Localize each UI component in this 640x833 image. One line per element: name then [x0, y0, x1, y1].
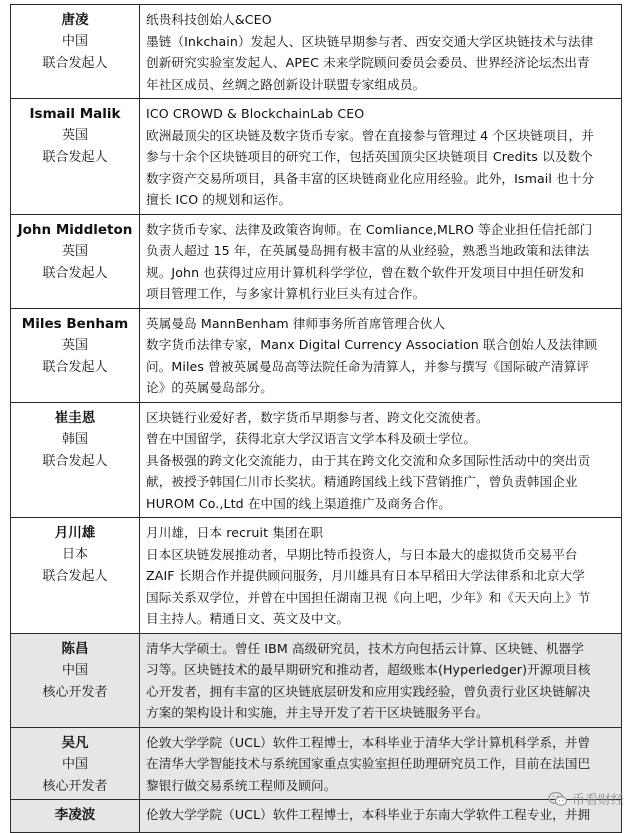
member-bio-cell [140, 5, 622, 99]
bio-line: ZAIF 长期合作并提供顾问服务，月川雄具有日本早稻田大学法律系和北京大学 [146, 568, 585, 583]
member-role: 核心开发者 [42, 684, 108, 700]
bio-line: 数字货币专家、法律及政策咨询师。在 Comliance,MLRO 等企业担任信托部门 [146, 221, 593, 237]
bio-line: 负责人超过 15 年，在英属曼岛拥有极丰富的从业经验，熟悉当地政策和法律法 [146, 243, 590, 258]
member-row [11, 5, 622, 99]
member-country: 英国 [61, 337, 88, 353]
member-name: 李凌波 [54, 807, 96, 823]
member-country: 中国 [61, 756, 88, 772]
team-table [10, 4, 622, 833]
bio-line: 在清华大学智能技术与系统国家重点实验室担任助理研究员工作，目前在法国巴 [146, 756, 591, 771]
bio-line: 献，被授予韩国仁川市长奖状。精通跨国线上线下营销推广，曾负责韩国企业 [146, 474, 578, 489]
bio-line: 伦敦大学学院（UCL）软件工程博士，本科毕业于清华大学计算机科学系，并曾 [146, 734, 591, 750]
member-bio-cell [140, 633, 622, 727]
bio-line: 方案的架构设计和实施，并主导开发了若干区块链服务平台。 [146, 705, 489, 720]
bio-line: 曾在中国留学，获得北京大学汉语言文学本科及硕士学位。 [146, 431, 477, 446]
bio-line: 规。John 也获得过应用计算机科学学位，曾在数个软件开发项目中担任研发和 [146, 264, 585, 280]
member-role: 联合发起人 [42, 56, 108, 71]
member-row [11, 308, 622, 402]
bio-line: 问。Miles 曾被英属曼岛高等法院任命为清算人，并参与撰写《国际破产清算评 [146, 358, 589, 374]
bio-line: 心开发者，拥有丰富的区块链底层研发和应用实践经验，曾负责行业区块链解决 [146, 683, 591, 699]
member-role: 联合发起人 [42, 150, 108, 165]
member-info-cell [11, 308, 140, 402]
bio-line: 欧洲最顶尖的区块链及数字货币专家。曾在直接参与管理过 4 个区块链项目，并 [146, 127, 594, 143]
bio-line: 伦敦大学学院（UCL）软件工程博士，本科毕业于东南大学软件工程专业，并拥 [146, 807, 591, 822]
member-name: 唐凌 [61, 12, 89, 28]
bio-line: 项目管理工作，与多家计算机行业巨头有过合作。 [146, 286, 426, 301]
team-table-body [11, 5, 622, 833]
member-info-cell [11, 518, 140, 634]
bio-line: 墨链（Inkchain）发起人、区块链早期参与者、西安交通大学区块链技术与法律 [146, 33, 594, 49]
member-country: 韩国 [61, 431, 88, 447]
member-name: Miles Benham [21, 315, 129, 332]
bio-line: HUROM Co.,Ltd 在中国的线上渠道推广及商务合作。 [146, 495, 451, 511]
member-bio-cell [140, 308, 622, 402]
member-info-cell [11, 99, 140, 215]
bio-line: 数字资产交易所项目，具备丰富的区块链商业化应用经验。此外，Ismail 也十分 [146, 170, 595, 186]
watermark [548, 789, 624, 808]
member-row [11, 518, 622, 634]
bio-line: 习等。区块链技术的最早期研究和推动者，超级账本(Hyperledger)开源项目核 [146, 662, 591, 677]
bio-line: 论》的英属曼岛部分。 [146, 380, 273, 395]
member-row [11, 727, 622, 800]
team-table-page [10, 4, 622, 833]
member-info-cell [11, 214, 140, 308]
wechat-logo-icon [548, 791, 568, 807]
member-role: 联合发起人 [42, 569, 108, 584]
member-row [11, 99, 622, 215]
member-info-cell [11, 402, 140, 518]
member-row [11, 633, 622, 727]
member-country: 英国 [61, 128, 88, 143]
bio-line: 清华大学硕士。曾任 IBM 高级研究员，技术方向包括云计算、区块链、机器学 [146, 640, 584, 656]
bio-line: 年社区成员、丝绸之路创新设计联盟专家组成员。 [146, 76, 426, 92]
bio-line: 创新研究实验室发起人、APEC 未来学院顾问委员会委员、世界经济论坛杰出青 [146, 55, 590, 70]
member-row [11, 800, 622, 833]
member-name: Ismail Malik [29, 106, 121, 122]
member-name: 陈昌 [61, 640, 89, 657]
bio-line: 黎银行做交易系统工程师及顾问。 [146, 777, 337, 793]
bio-line: 英属曼岛 MannBenham 律师事务所首席管理合伙人 [146, 315, 446, 331]
bio-line: 目主持人。精通日文、英文及中文。 [146, 611, 350, 626]
member-info-cell [11, 5, 140, 99]
bio-line: 日本区块链发展推动者，早期比特币投资人，与日本最大的虚拟货币交易平台 [146, 546, 578, 562]
member-name: John Middleton [17, 221, 133, 238]
member-bio-cell [140, 214, 622, 308]
member-info-cell [11, 800, 140, 833]
member-bio-cell [140, 402, 622, 518]
member-row [11, 214, 622, 308]
bio-line: 数字货币法律专家，Manx Digital Currency Association 联合创始人及法律顾 [146, 337, 598, 352]
member-role: 联合发起人 [42, 265, 108, 281]
member-row [11, 402, 622, 518]
member-bio-cell [140, 99, 622, 215]
watermark-text: 币看财经 [571, 793, 624, 808]
bio-line: 纸贵科技创始人&CEO [146, 12, 272, 27]
member-role: 核心开发者 [42, 778, 108, 794]
member-name: 月川雄 [54, 525, 96, 541]
bio-line: 具备极强的跨文化交流能力，由于其在跨文化交流和众多国际性活动中的突出贡 [146, 452, 591, 468]
member-role: 联合发起人 [42, 359, 108, 375]
member-name: 吴凡 [61, 734, 89, 751]
bio-line: 国际关系双学位，并曾在中国担任湖南卫视《向上吧，少年》和《天天向上》节 [146, 589, 591, 605]
bio-line: 擅长 ICO 的规划和运作。 [146, 192, 292, 207]
member-role: 联合发起人 [42, 453, 108, 469]
bio-line: ICO CROWD & BlockchainLab CEO [146, 106, 365, 121]
bio-line: 区块链行业爱好者，数字货币早期参与者、跨文化交流使者。 [146, 409, 489, 425]
member-country: 日本 [61, 547, 88, 562]
member-country: 中国 [61, 662, 88, 678]
bio-line: 月川雄，日本 recruit 集团在职 [146, 525, 324, 540]
member-info-cell [11, 727, 140, 800]
member-name: 崔圭恩 [54, 409, 96, 426]
member-bio-cell [140, 518, 622, 634]
member-country: 中国 [61, 34, 88, 49]
member-info-cell [11, 633, 140, 727]
member-country: 英国 [61, 243, 88, 259]
bio-line: 参与十余个区块链项目的研究工作，包括英国顶尖区块链项目 Credits 以及数个 [146, 149, 593, 164]
